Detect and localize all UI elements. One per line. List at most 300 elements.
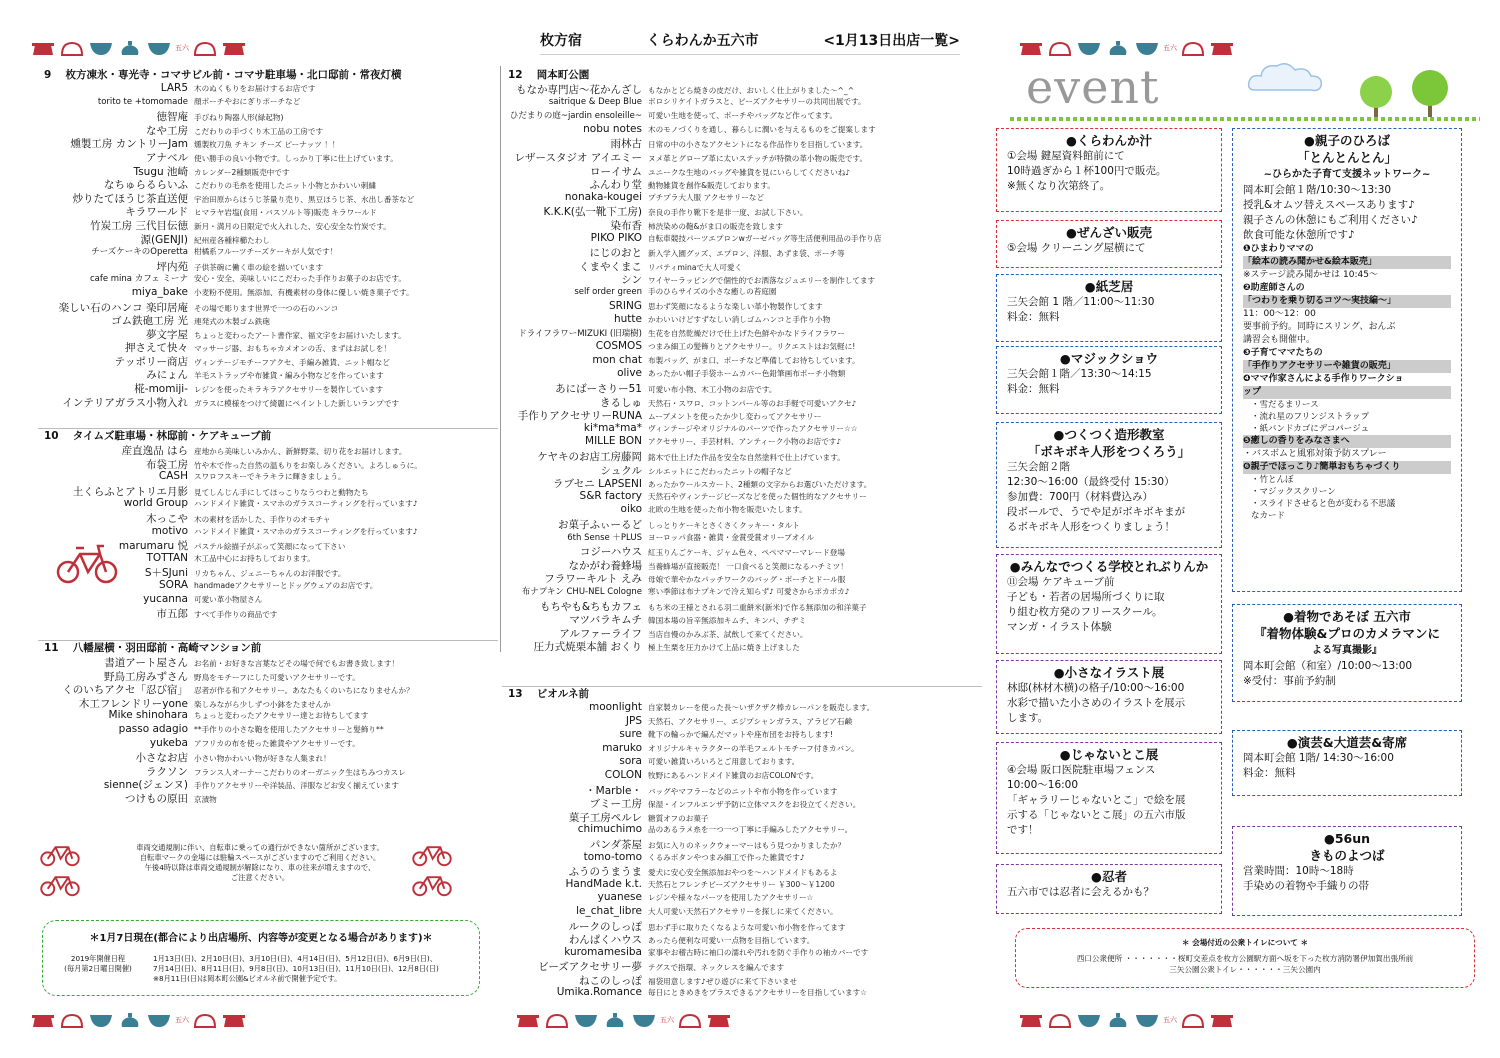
shop-description: 手びねり陶器人形(緑起物)	[194, 113, 284, 123]
bicycle-icon	[40, 868, 80, 898]
decorative-banner-bottom-right	[1018, 1007, 1235, 1033]
shop-description: 毎日にときめきをプラスできるアクセサリーを目指しています☆	[648, 988, 867, 998]
shop-name: シン	[621, 274, 642, 286]
shop-name: もなか専門店～花かんざし	[516, 84, 642, 96]
event-title: ●ぜんざい販売	[1066, 225, 1152, 240]
event-line: 岡本町会館 1階/ 14:30～16:00	[1243, 752, 1394, 764]
shop-name: ブミー工房	[589, 798, 642, 810]
pottery-icon	[192, 37, 218, 59]
event-title: ●くらわんか汁	[1066, 133, 1152, 148]
shop-row	[502, 626, 982, 640]
event-title: ●小さなイラスト展	[1053, 665, 1165, 680]
shop-name: motivo	[151, 524, 188, 537]
pottery-icon	[631, 1009, 657, 1031]
section-title: 11 八幡屋横・羽田邸前・高崎マンション前	[44, 642, 262, 654]
shop-description: ちょっと変わったアクセサリー達とお待ちしてます	[194, 711, 369, 721]
shop-description: 母娘で華やかなパッチワークのバッグ・ポーチとドール服	[648, 575, 846, 585]
shop-name: 圧力式焼栗本舗 おくり	[533, 641, 642, 653]
event-line: ※無くなり次第終了。	[1007, 180, 1111, 192]
event-item: ❸子育てママたちの	[1243, 348, 1323, 358]
shop-row	[502, 810, 982, 824]
event-box	[996, 742, 1222, 854]
shop-description: 思わず笑顔になるような楽しい革小物製作してます	[648, 301, 823, 311]
shop-row	[502, 449, 982, 463]
shop-description: 可愛い革小物屋さん	[194, 594, 263, 604]
bicycle-icon	[412, 868, 452, 898]
shop-row	[502, 878, 982, 892]
event-item: ・流れ星のフリンジストラップ	[1251, 412, 1370, 422]
column-divider	[500, 66, 501, 652]
shop-row	[502, 503, 982, 517]
shop-name: フラワーキルト えみ	[544, 573, 642, 585]
shop-row	[38, 443, 498, 457]
shop-description: あったかい帽子手袋ホームカバー色鉛筆画布ポーチ小物類	[648, 369, 846, 379]
pottery-icon	[88, 1009, 114, 1031]
shop-row	[502, 701, 982, 715]
pottery-icon	[1209, 37, 1235, 59]
toilet-info-box	[1015, 928, 1475, 988]
event-subtitle: 『着物体験&プロのカメラマンに	[1254, 626, 1440, 641]
shop-row	[38, 381, 498, 395]
shop-name: 押さえて快々	[125, 342, 188, 354]
shop-row	[38, 286, 498, 300]
shop-description: 楽しみながら少しずつ小鉢をたませんか	[194, 699, 331, 709]
shop-description: ヴィンテージモチーフアクセ、手編み雑貨、ニット帽など	[194, 357, 390, 367]
event-line: 12:30～16:00（最終受付 15:30）	[1007, 476, 1175, 488]
shop-name: COSMOS	[595, 340, 642, 353]
shop-row	[502, 136, 982, 150]
shop-description: バッグやマフラーなどのニットや布小物を作っています	[648, 786, 838, 796]
shop-row	[38, 232, 498, 246]
traffic-notice	[110, 843, 410, 883]
shop-row	[502, 769, 982, 783]
event-title: ●みんなでつくる学校とれぶりんか	[1009, 559, 1209, 574]
event-line: 三矢会館 1 階／11:00～11:30	[1007, 296, 1155, 308]
shop-description: 木のぬくもりをお届けするお店です	[194, 84, 316, 93]
shop-description: 可愛い雑貨いろいろとご用意しております。	[648, 757, 800, 767]
event-line: マンガ・イラスト体験	[1007, 621, 1112, 633]
shop-description: 愛犬に安心安全無添加おやつを～ハンドメイドもあるよ	[648, 868, 838, 878]
shop-row	[502, 82, 982, 96]
pottery-icon	[1047, 37, 1073, 59]
pottery-icon	[146, 1009, 172, 1031]
shop-name: mon chat	[592, 353, 642, 366]
shop-name: チーズケーキのOperetta	[91, 247, 188, 258]
shop-description: 天然石、アクセサリー、エジプシャンガラス、アラビア石鹸	[648, 716, 853, 726]
shop-description: 当店自慢のかみぶ茶、試飲して来てください。	[648, 629, 808, 639]
shop-description: アクセサリー、手芸材料、アンティーク小物のお店です♪	[648, 437, 842, 447]
shop-description: つまみ細工の髪飾りとアクセサリー。リクエストはお気軽に!	[648, 342, 856, 352]
event-line: るボキボキ人形をつくりましょう！	[1007, 521, 1175, 533]
shop-description: フランス人オーナーこだわりのオーガニック生はちみつカスレ	[194, 767, 406, 777]
shop-name: 木っこや	[146, 512, 188, 525]
shop-row	[502, 150, 982, 164]
shop-name: くまやくまこ	[579, 260, 642, 273]
shop-name: インテリアガラス小物入れ	[62, 396, 188, 409]
shop-name: Mike shinohara	[108, 709, 188, 722]
shop-row	[38, 109, 498, 123]
shop-row	[38, 245, 498, 259]
cloud-icon	[1245, 60, 1325, 96]
shop-description: ヨーロッパ食器・雑貨・金賞受賞オリーブオイル	[648, 532, 815, 542]
shop-name: 椛-momiji-	[134, 383, 188, 395]
shop-row	[502, 463, 982, 477]
shop-row	[502, 742, 982, 756]
event-item: ・スライドさせると色が変わる不思議	[1251, 499, 1396, 509]
shop-row	[502, 232, 982, 246]
pottery-icon	[1047, 1009, 1073, 1031]
shop-row	[502, 851, 982, 865]
shop-description: あったら便利な可愛い一点物を目指しています。	[648, 936, 815, 946]
shop-name: ふんわり堂	[589, 179, 642, 191]
shop-name: sienne(ジェンヌ)	[103, 779, 188, 791]
shop-description: ヌメ革とグローブ革に太いステッチが特徴の革小物の販売です。	[648, 153, 868, 163]
shop-name: le_chat_libre	[576, 904, 642, 917]
header-title: くらわんか五六市	[646, 33, 759, 49]
shop-description: 天然石・スワロ、コットンパール等のお手軽で可愛いアクセ♪	[648, 398, 857, 408]
shop-row	[38, 497, 498, 511]
pottery-icon	[117, 1009, 143, 1031]
shop-name: ドライフラワーMIZUKI (旧瑞樹)	[518, 328, 642, 339]
toilet-line: 西口公衆便所 ・・・・・・・桜町交差点を枚方公園駅方面へ坂を下った枚方消防署伊加賀出張所前	[1076, 954, 1414, 963]
shop-name: 手作りアクセサリーRUNA	[517, 410, 642, 422]
decorative-banner-top-left	[30, 35, 247, 61]
shop-name: 竹炭工房 三代目伝徳	[90, 219, 188, 232]
event-item: ❻親子でほっこり♪簡単おもちゃづくり	[1243, 461, 1451, 474]
shop-row	[38, 150, 498, 164]
shop-description: パステル絵描子がぷって笑顔になって下さい	[194, 542, 346, 552]
shop-row	[502, 986, 982, 1000]
shop-row	[502, 973, 982, 987]
shop-description: 紀州産各種梓櫛たわし	[194, 235, 270, 245]
event-line: 三矢会館２階	[1007, 461, 1070, 473]
event-line: 料金：無料	[1007, 311, 1060, 323]
shop-description: 木の素材を活かした、手作りのオモチャ	[194, 514, 331, 524]
shop-name: みにょん	[146, 369, 188, 382]
shop-description: ハンドメイド雑貨・スマホのガラスコーティングを行っています♪	[194, 526, 418, 536]
shop-name: 野鳥工房みずさん	[104, 670, 188, 683]
event-line: 参加費：700円（材料費込み）	[1007, 491, 1154, 503]
section-9	[38, 68, 498, 408]
shop-row	[38, 723, 498, 737]
event-box	[1232, 826, 1462, 916]
event-title: ●マジックショウ	[1059, 351, 1159, 366]
shop-name: あにばーさりー51	[555, 383, 642, 395]
event-item: ❷助産師さんの	[1243, 283, 1305, 293]
shop-row	[502, 272, 982, 286]
shop-name: 6th Sense ＋PLUS	[567, 532, 642, 543]
shop-row	[502, 612, 982, 626]
shop-name: nonaka-kougei	[564, 190, 642, 203]
event-box	[996, 554, 1222, 654]
shop-row	[502, 959, 982, 973]
shop-row	[38, 457, 498, 471]
shop-list	[38, 655, 498, 805]
section-title: 13 ビオルネ前	[508, 688, 589, 700]
shop-row	[38, 709, 498, 723]
pottery-icon	[59, 37, 85, 59]
event-line: 五六市では忍者に会えるかも？	[1007, 886, 1154, 898]
shop-description: その場で彫ります世界で一つの石のハンコ	[194, 303, 339, 313]
section-10	[38, 428, 498, 620]
shop-description: 思わず手に取りたくなるような可愛い布小物を作ってます	[648, 922, 846, 932]
event-box	[1232, 128, 1462, 592]
shop-list	[502, 82, 982, 653]
event-line: です！	[1007, 824, 1039, 836]
event-item: ※ステージ読み聞かせは 10:45～	[1243, 270, 1378, 280]
shop-row	[502, 837, 982, 851]
shop-name: Tsugu 池崎	[133, 165, 188, 178]
pottery-icon	[573, 1009, 599, 1031]
shop-name: 徳智庵	[156, 111, 188, 123]
section-title: 12 岡本町公園	[508, 69, 590, 81]
shop-row	[38, 327, 498, 341]
section-11	[38, 640, 498, 805]
pottery-icon	[1105, 37, 1131, 59]
shop-row	[38, 82, 498, 96]
schedule-dates: 7月14日(日)、8月11日(日)、9月8日(日)、10月13日(日)、11月10日(日)、12月8日(日)	[153, 964, 439, 973]
shop-description: すべて手作りの商品です	[194, 610, 278, 620]
shop-name: コジーハウス	[579, 546, 642, 558]
event-line: 水彩で描いた小さめのイラストを展示	[1007, 697, 1186, 709]
shop-description: 銘木で仕上げた作品を安全な自然塗料で仕上げています。	[648, 453, 845, 463]
shop-name: cafe mina カフェ ミーナ	[89, 274, 188, 285]
shop-description: 品のあるラメ糸を一つ一つ丁寧に手編みしたアクセサリー。	[648, 825, 853, 835]
shop-name: くのいちアクセ「忍び宿」	[62, 684, 188, 696]
shop-description: 燻製枚刀魚 チキン チーズ ピーナッツ ！！	[194, 140, 340, 150]
shop-row	[38, 777, 498, 791]
shop-description: ハンドメイド雑貨・スマホのガラスコーティングを行っています♪	[194, 499, 418, 509]
event-item: ・紙バンドカゴにデコパージュ	[1251, 424, 1370, 434]
shop-row	[38, 669, 498, 683]
shop-row	[38, 164, 498, 178]
shop-name: ラクソン	[146, 765, 188, 778]
event-title: ●じゃないとこ展	[1059, 747, 1159, 762]
bicycle-icon	[56, 540, 118, 586]
shop-description: 子供茶碗に働く車の絵を描いています	[194, 262, 324, 272]
shop-name: テッポリー商店	[114, 355, 188, 368]
shop-name: アルファーライフ	[559, 627, 642, 640]
shop-name: ラブセニ LAPSENI	[552, 478, 642, 490]
pottery-icon	[1134, 37, 1160, 59]
shop-description: リカちゃん、ジェニーちゃんのお洋服です。	[194, 569, 346, 579]
shop-name: 坪内苑	[156, 260, 188, 273]
shop-row	[38, 177, 498, 191]
shop-name: レザースタジオ アイエミー	[514, 151, 642, 164]
shop-name: JPS	[625, 714, 642, 727]
shop-description: 使い勝手の良い小物です。しっかり丁寧に仕上げています。	[194, 153, 398, 163]
event-box	[996, 274, 1222, 342]
event-line: り組む枚方発のフリースクール。	[1007, 606, 1163, 618]
shop-row	[502, 259, 982, 273]
shop-name: もちやも&ちもカフェ	[539, 600, 642, 613]
event-subtitle: ~ひらかた子育て支援ネットワーク~	[1263, 169, 1431, 180]
notice-line: 自転車マークの金場には駐輪スペースがございますのでご利用ください。	[139, 853, 381, 862]
shop-row	[502, 408, 982, 422]
event-line: 段ボールで、うでや足がボキボキまが	[1007, 506, 1186, 518]
shop-description: 天然石とフレンチビーズアクセサリー ￥300～￥1200	[648, 879, 835, 889]
event-item: 「手作りアクセサリーや雑貨の販売」	[1243, 360, 1451, 373]
shop-row	[502, 585, 982, 599]
shop-name: PIKO PIKO	[590, 231, 642, 244]
shop-description: 牧野にあるハンドメイド雑貨のお店COLONです。	[648, 770, 819, 780]
shop-description: 紅玉りんごケーキ、ジャム色々、ペペママーマレード登場	[648, 548, 845, 558]
pottery-icon	[59, 1009, 85, 1031]
event-line: ④会場 阪口医院駐車場フェンス	[1007, 764, 1156, 776]
shop-name: self order green	[574, 286, 642, 297]
shop-description: 柿渋染めの鞄&がま口の販売を致します	[648, 221, 784, 231]
shop-name: yukeba	[149, 736, 188, 749]
shop-row	[38, 525, 498, 539]
event-line: 子ども・若者の居場所づくりに取	[1007, 591, 1165, 603]
shop-row	[502, 796, 982, 810]
shop-name: 布ナプキン CHU-NEL Cologne	[521, 586, 642, 597]
shop-name: キラワールド	[125, 206, 188, 218]
shop-name: HandMade k.t.	[565, 877, 642, 890]
shop-name: nobu notes	[583, 122, 642, 135]
event-item: 「つわりを乗り切るコツ～実技編～」	[1243, 295, 1451, 308]
shop-row	[38, 272, 498, 286]
shop-name: ・Marble・	[585, 784, 642, 797]
shop-description: もち米の王様とされる羽二重餅米(新米)で作る無添加の和洋菓子	[648, 602, 867, 612]
shop-description: 大人可愛い天然石アクセサリーを探しに来てください。	[648, 906, 838, 916]
shop-name: にじのおと	[589, 247, 642, 259]
pottery-icon	[602, 1009, 628, 1031]
section-12	[502, 68, 982, 653]
shop-name: ケヤキのお店工房藤岡	[537, 451, 642, 463]
shop-description: 柑橘系フルーツチーズケーキが人気です！	[194, 247, 338, 257]
shop-row	[38, 218, 498, 232]
pottery-icon	[1018, 37, 1044, 59]
event-line: ⑤会場 クリーニング屋横にて	[1007, 242, 1146, 254]
shop-description: 連発式の木製ゴム鉄砲	[194, 317, 270, 327]
pottery-icon	[221, 1009, 247, 1031]
shop-name: oiko	[620, 503, 642, 516]
event-box	[996, 346, 1222, 414]
shop-description: 新入学入園グッズ、エプロン、洋服、あずま袋、ポーチ等	[648, 249, 845, 259]
shop-description: 韓国本場の旨辛無添加キムチ、キンパ、チヂミ	[648, 616, 807, 626]
shop-row	[38, 313, 498, 327]
toilet-title: ＊ 会場付近の公衆トイレについて ＊	[1181, 938, 1309, 947]
event-line: 授乳&オムツ替えスペースあります♪	[1243, 199, 1415, 211]
shop-name: お菓子ふぃーるど	[558, 519, 642, 531]
grass-line	[1010, 117, 1480, 121]
shop-name: 楽しい石のハンコ 楽印居庵	[58, 301, 188, 314]
pottery-icon	[30, 1009, 56, 1031]
event-line: ①会場 鍵屋資料館前にて	[1007, 150, 1125, 162]
event-title: ●演芸&大道芸&寄席	[1286, 735, 1408, 750]
shop-row	[502, 891, 982, 905]
shop-name: S&R factory	[579, 489, 642, 502]
shop-row	[502, 300, 982, 314]
shop-row	[502, 381, 982, 395]
pottery-icon	[221, 37, 247, 59]
shop-description: マッサージ器、おもちゃカメオンの舌、まずはお試しを！	[194, 344, 391, 354]
shop-row	[502, 932, 982, 946]
shop-row	[502, 946, 982, 960]
event-line: 親子さんの休憩にもご利用ください♪	[1243, 214, 1418, 226]
pottery-icon	[1180, 1009, 1206, 1031]
shop-description: もなかとどら焼きの皮だけ、おいしく仕上がりました～^_^	[648, 86, 855, 95]
shop-row	[38, 191, 498, 205]
pottery-icon	[706, 1009, 732, 1031]
shop-description: ガラスに模様をつけて綺麗にペイントした新しいランプです	[194, 398, 400, 408]
shop-description: しっとりケーキとさくさくクッキー・タルト	[648, 521, 800, 530]
shop-list	[38, 443, 498, 620]
shop-name: なちゅらるらいふ	[104, 179, 188, 191]
shop-row	[502, 245, 982, 259]
shop-name: hutte	[613, 313, 642, 326]
shop-description: 手作りアクセサリーや洋装品、洋服などお安く揃えています	[194, 781, 399, 791]
shop-row	[502, 286, 982, 300]
shop-name: marumaru 悦	[118, 540, 188, 552]
shop-description: お名前・お好きな言葉などその場で何でもお書き致します！	[194, 659, 400, 668]
shop-row	[502, 823, 982, 837]
event-box	[996, 660, 1222, 734]
shop-description: 自家製カレーを使った長～いザクザク棒カレーパンを販売します。	[648, 703, 875, 712]
shop-name: COLON	[604, 768, 642, 781]
event-box	[996, 422, 1222, 548]
event-item: 要事前予約。同時にスリング、おんぶ	[1243, 322, 1396, 332]
event-heading: event	[1026, 60, 1160, 114]
shop-description: ユニークな生地のバッグや雑貨を見にいらしてくださいね♪	[648, 167, 851, 177]
shop-row	[38, 593, 498, 607]
shop-description: 保湿・インフルエンザ予防に立体マスクをお役立てください。	[648, 800, 861, 810]
shop-description: **手作りの小さな鞄を使用したアクセサリーと髪飾り**	[194, 724, 384, 734]
shop-name: maruko	[602, 741, 642, 754]
event-item: 講習会も開催中。	[1243, 335, 1316, 345]
shop-description: 小麦粉不使用。無添加、有機素材の身体に優しい焼き菓子です。	[194, 287, 414, 297]
shop-row	[38, 791, 498, 805]
shop-name: yucanna	[143, 592, 188, 605]
shop-name: 染布香	[610, 219, 642, 232]
shop-description: ワイヤーラッピングで個性的でお洒落なジュエリーを制作してます	[648, 276, 876, 286]
shop-description: 可愛い布小物、木工小物のお店です。	[648, 385, 777, 395]
shop-description: 羊毛ストラップや布雑貨・編み小物などを作っています	[194, 371, 384, 381]
event-item: なカード	[1251, 511, 1286, 521]
shop-description: お気に入りのネックウォーマーはもう見つかりましたか？	[648, 840, 846, 850]
decorative-banner-bottom-left	[30, 1007, 247, 1033]
shop-row	[38, 259, 498, 273]
event-subtitle: 「とんとんとん」	[1296, 150, 1397, 165]
shop-row	[502, 755, 982, 769]
shop-name: LAR5	[160, 82, 188, 94]
shop-row	[502, 919, 982, 933]
event-item: 11：00～12：00	[1243, 309, 1316, 319]
deco-label: 五六	[660, 1016, 674, 1024]
event-item: ップ	[1243, 386, 1451, 399]
shop-description: 寒い季節は布ナプキンで冷え知らず♪ 可愛さからポカポカ♪	[648, 586, 850, 596]
shop-description: 福袋用意します♪ぜひ遊びに来て下さいませ	[648, 976, 798, 986]
shop-description: ヒマラヤ岩塩(食用・バスソルト等)販売 キラワールド	[194, 208, 377, 218]
shop-name: 書道アート屋さん	[104, 657, 188, 669]
shop-row	[502, 327, 982, 341]
shop-row	[502, 864, 982, 878]
event-line: 10:00～16:00	[1007, 779, 1079, 791]
shop-name: 燻製工房 カントリーJam	[70, 138, 188, 150]
shop-description: 京漬物	[194, 794, 217, 804]
shop-row	[502, 558, 982, 572]
shop-name: 布袋工房	[146, 458, 188, 471]
shop-description: 安心・安全、美味しいにこだわった手作りお菓子のお店です。	[194, 274, 406, 284]
shop-description: 自転車競技パーツエプロンwガーゼバッグ等生活便利用品の手作り店	[648, 233, 882, 243]
shop-row	[38, 606, 498, 620]
shop-list	[38, 82, 498, 408]
shop-name: 小さなお店	[135, 752, 188, 764]
shop-description: シルエットにこだわったニットの帽子など	[648, 466, 792, 476]
shop-name: アナベル	[146, 151, 188, 164]
event-line: します。	[1007, 712, 1049, 724]
